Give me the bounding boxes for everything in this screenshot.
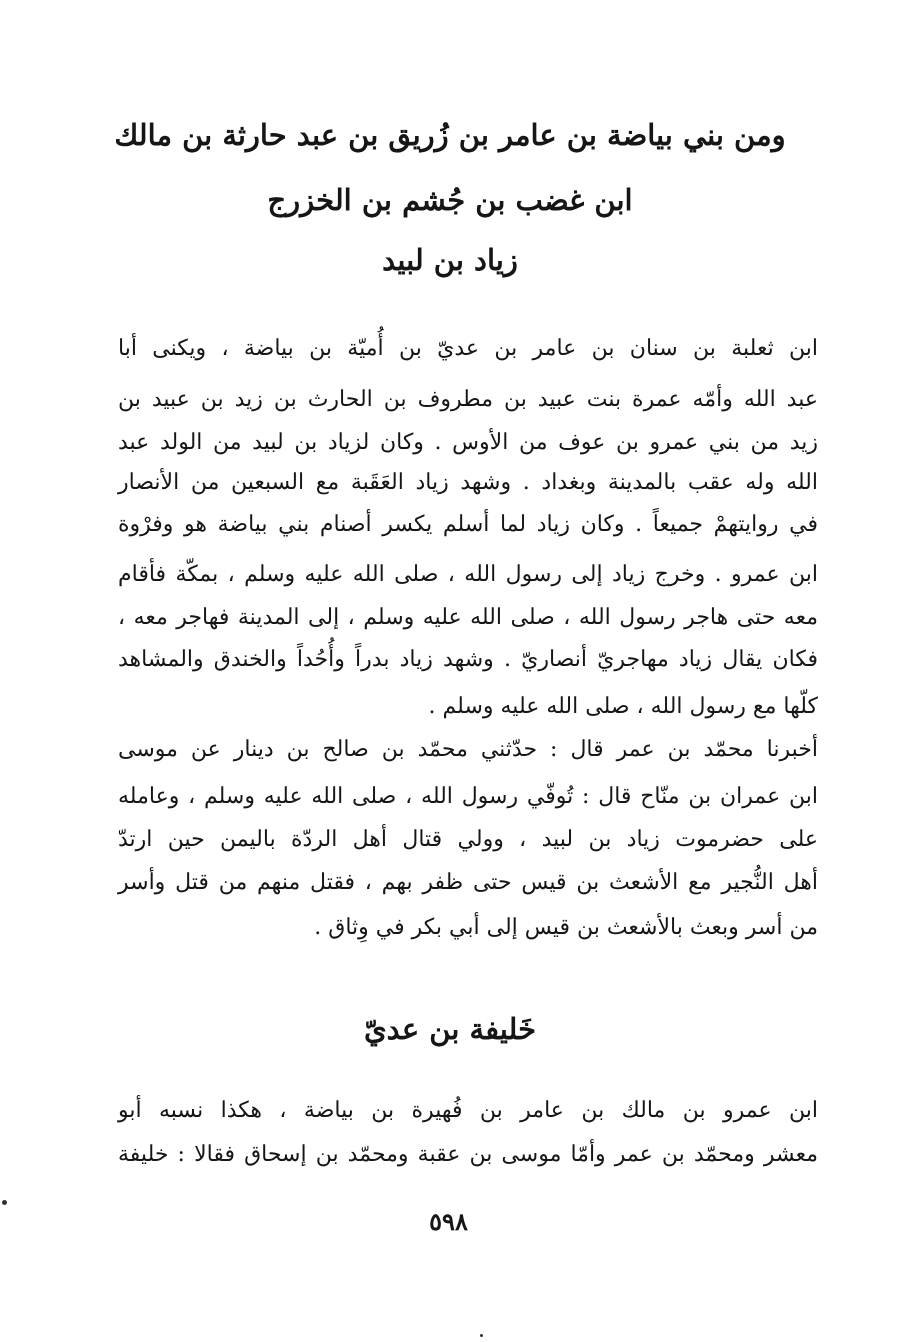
paragraph-2-line: أخبرنا محمّد بن عمر قال : حدّثني محمّد بن صالح بن دينار عن موسى <box>118 737 818 762</box>
section-title-line-2: ابن غضب بن جُشم بن الخزرج <box>267 183 633 217</box>
paragraph-2-line: من أسر وبعث بالأشعث بن قيس إلى أبي بكر في وِثاق . <box>314 915 818 940</box>
paragraph-1-line: عبد الله وأمّه عمرة بنت عبيد بن مطروف بن الحارث بن زيد بن عبيد بن <box>118 387 818 412</box>
paragraph-2-line: أهل النُّجير مع الأشعث بن قيس حتى ظفر بهم ، فقتل منهم من قتل وأسر <box>118 870 818 895</box>
paragraph-2-line: ابن عمران بن منّاح قال : تُوفّي رسول الله ، صلى الله عليه وسلم ، وعامله <box>118 784 818 809</box>
person-heading-ziyad: زياد بن لبيد <box>382 243 518 277</box>
paragraph-3-line: ابن عمرو بن مالك بن عامر بن فُهيرة بن بياضة ، هكذا نسبه أبو <box>118 1098 818 1123</box>
paragraph-2-line: على حضرموت زياد بن لبيد ، وولي قتال أهل الردّة باليمن حين ارتدّ <box>118 827 818 852</box>
person-heading-khalifa: خَليفة بن عديّ <box>363 1012 537 1046</box>
paragraph-1-line: معه حتى هاجر رسول الله ، صلى الله عليه وسلم ، إلى المدينة فهاجر معه ، <box>118 605 818 630</box>
section-title-line-1: ومن بني بياضة بن عامر بن زُريق بن عبد حارثة بن مالك <box>114 118 786 152</box>
paragraph-1-line: ابن عمرو . وخرج زياد إلى رسول الله ، صلى الله عليه وسلم ، بمكّة فأقام <box>118 562 818 587</box>
page-number: ٥٩٨ <box>429 1207 468 1236</box>
paragraph-1-line: زيد من بني عمرو بن عوف من الأوس . وكان لزياد بن لبيد من الولد عبد <box>118 430 818 455</box>
paragraph-1-line: فكان يقال زياد مهاجريّ أنصاريّ . وشهد زياد بدراً وأُحُداً والخندق والمشاهد <box>118 647 818 672</box>
paragraph-3-line: معشر ومحمّد بن عمر وأمّا موسى بن عقبة ومحمّد بن إسحاق فقالا : خليفة <box>118 1142 818 1167</box>
paragraph-1-line: الله وله عقب بالمدينة وبغداد . وشهد زياد العَقَبة مع السبعين من الأنصار <box>118 470 818 495</box>
paragraph-1-line: في روايتهمْ جميعاً . وكان زياد لما أسلم يكسر أصنام بني بياضة هو وفرْوة <box>118 512 818 537</box>
paragraph-1-line: ابن ثعلبة بن سنان بن عامر بن عديّ بن أُميّة بن بياضة ، ويكنى أبا <box>118 336 818 361</box>
scan-speck <box>480 1334 483 1337</box>
scan-speck <box>2 1200 7 1205</box>
paragraph-1-line: كلّها مع رسول الله ، صلى الله عليه وسلم . <box>428 694 818 719</box>
